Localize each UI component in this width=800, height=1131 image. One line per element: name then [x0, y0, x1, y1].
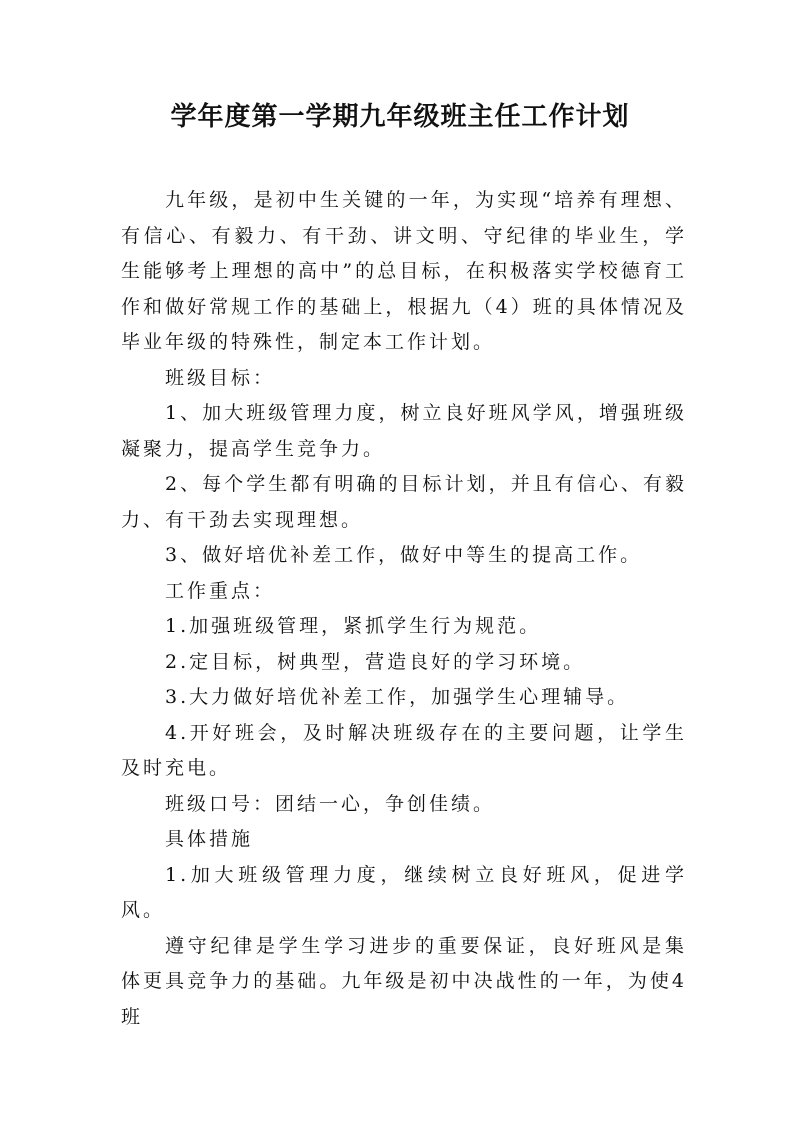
measure-item-1: 1.加大班级管理力度，继续树立良好班风，促进学风。: [121, 863, 687, 921]
focus-item-4: 4.开好班会，及时解决班级存在的主要问题，让学生及时充电。: [121, 721, 687, 779]
section-heading-work-focus: 工作重点：: [165, 579, 276, 602]
intro-paragraph: 九年级，是初中生关键的一年，为实现“培养有理想、有信心、有毅力、有干劲、讲文明、守纪律的毕业生，学生能够考上理想的高中”的总目标，在积极落实学校德育工作和做好常规工作的基础上，根据九（4）班的具体情况及毕业年级的特殊性，制定本工作计划。: [121, 189, 687, 353]
measure-paragraph: 遵守纪律是学生学习进步的重要保证，良好班风是集体更具竞争力的基础。九年级是初中决战性的一年，为使4班: [121, 934, 687, 1028]
document-body: [121, 183, 687, 1035]
focus-item-1: 1.加强班级管理，紧抓学生行为规范。: [165, 615, 542, 637]
goal-item-2: 2、每个学生都有明确的目标计划，并且有信心、有毅力、有干劲去实现理想。: [121, 473, 687, 531]
focus-item-3: 3.大力做好培优补差工作，加强学生心理辅导。: [165, 686, 630, 708]
goal-item-3: 3、做好培优补差工作，做好中等生的提高工作。: [165, 544, 643, 566]
document-title: 学年度第一学期九年级班主任工作计划: [170, 102, 630, 132]
class-slogan: 班级口号：团结一心，争创佳绩。: [165, 792, 496, 815]
section-heading-class-goals: 班级目标：: [165, 366, 276, 389]
section-heading-measures: 具体措施: [165, 828, 254, 850]
focus-item-2: 2.定目标，树典型，营造良好的学习环境。: [165, 650, 586, 673]
goal-item-1: 1、加大班级管理力度，树立良好班风学风，增强班级凝聚力，提高学生竞争力。: [121, 402, 687, 460]
